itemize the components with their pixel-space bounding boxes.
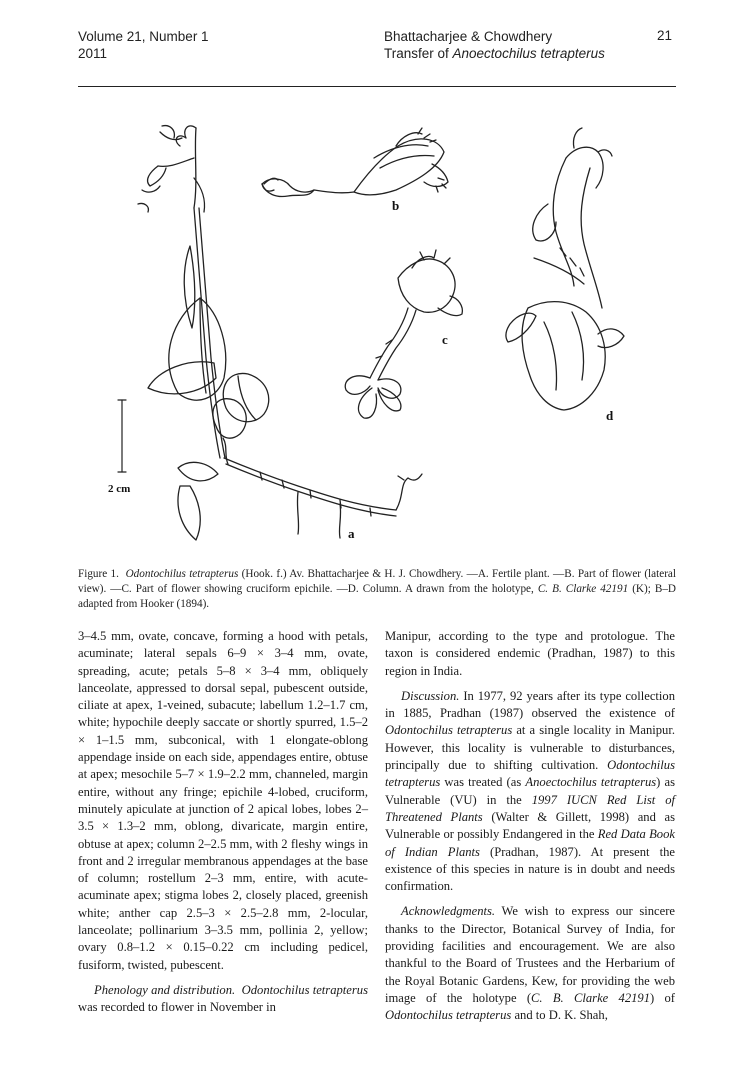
header-title: Transfer of Anoectochilus tetrapterus xyxy=(384,46,605,61)
page-number: 21 xyxy=(657,28,673,43)
running-header-left xyxy=(78,28,209,62)
panel-label-c: c xyxy=(442,332,448,347)
species-description: 3–4.5 mm, ovate, concave, forming a hood with petals, acuminate; lateral sepals 6–9 × 3–4 mm, ovate, spreading, acute; petals 5–8 × 3–4 mm, obliquely lanceolate, appressed to dorsal sepal, pubescent outside, ciliate at apex, 1-veined, subacute; labellum 1.2–1.7 cm, white; hypochile deeply saccate or shortly spurred, 1.5–2 × 1–1.5 mm, subconical, with 1 elongate-oblong appendage inside on each side, appendages entire, obtuse at apex; mesochile 5–7 × 1.9–2.2 mm, channeled, margin entire, without any fringe; epichile 4-lobed, cruciform, minutely apiculate at junction of 2 apical lobes, lobes 2–3.5 × 1.3–2 mm, oblong, divaricate, margin entire, obtuse at apex; column 2–2.5 mm, with 2 fleshy wings in front and 2 irregular membranous appendages at the base of column; rostellum 2–3 mm, entire, with acute-acuminate apex; stigma lobes 2, closely placed, greenish white; anther cap 2.5–3 × 2.5–2.8 mm, 2-locular, lanceolate; pollinarium 3–3.5 mm, pollinia 2, yellow; ovary 0.8–1.2 × 0.15–0.22 cm including pedicel, fusiform, twisted, pubescent. xyxy=(78,629,368,972)
phenology-paragraph: Phenology and distribution. Odontochilus tetrapterus was recorded to flower in November in xyxy=(78,982,368,1015)
running-header-center xyxy=(384,28,605,62)
journal-volume: Volume 21, Number 1 xyxy=(78,29,209,44)
flower-lateral-drawing xyxy=(262,128,448,197)
header-rule xyxy=(78,86,676,87)
column-drawing xyxy=(506,128,624,410)
text-column-left xyxy=(78,628,368,1025)
panel-label-b: b xyxy=(392,198,400,213)
journal-year: 2011 xyxy=(78,46,108,61)
distribution-continuation: Manipur, according to the type and protologue. The taxon is considered endemic (Pradhan, 1987) to this region in India. xyxy=(385,629,675,678)
text-column-right xyxy=(385,628,675,1033)
discussion-paragraph: Discussion. In 1977, 92 years after its type collection in 1885, Pradhan (1987) observed the existence of Odontochilus tetrapterus at a single locality in Manipur. However, this locality is vulnerable to disturbances, principally due to shifting cultivation. Odontochilus tetrapterus was treated (as Anoectochilus tetrapterus) as Vulnerable (VU) in the 1997 IUCN Red List of Threatened Plants (Walter & Gillett, 1998) and as Vulnerable or possibly Endangered in the Red Data Book of Indian Plants (Pradhan, 1987). At present the existence of this species in nature is in doubt and needs confirmation. xyxy=(385,688,676,894)
panel-label-d: d xyxy=(606,408,614,423)
plant-illustration xyxy=(78,108,676,548)
scale-bar-label: 2 cm xyxy=(108,483,131,495)
acknowledgments-paragraph: Acknowledgments. We wish to express our sincere thanks to the Director, Botanical Survey of India, for providing facilities and encouragement. We are also thankful to the Board of Trustees and the Herbarium of the Royal Botanic Gardens, Kew, for providing the web image of the holotype (C. B. Clarke 42191) of Odontochilus tetrapterus and to D. K. Shah, xyxy=(385,904,675,1023)
panel-label-a: a xyxy=(348,526,355,541)
figure-caption: Figure 1. Odontochilus tetrapterus (Hook. f.) Av. Bhattacharjee & H. J. Chowdhery. —A. Fertile plant. —B. Part of flower (lateral view). —C. Part of flower showing cruciform epichile. —D. Column. A drawn from the holotype, C. B. Clarke 42191 (K); B–D adapted from Hooker (1894). xyxy=(78,568,677,610)
botanical-figure xyxy=(78,108,676,548)
scale-bar xyxy=(118,400,126,472)
header-authors: Bhattacharjee & Chowdhery xyxy=(384,29,553,44)
fertile-plant-drawing xyxy=(138,126,422,540)
